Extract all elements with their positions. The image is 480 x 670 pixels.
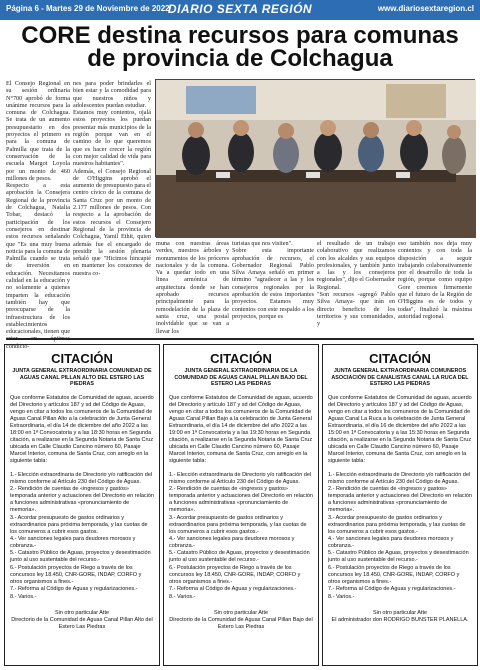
agenda-item: 5.- Catastro Público de Aguas, proyectos y desestimación junto al uso sustentable del recurso.- <box>10 550 151 564</box>
citation-signature: Sin otro particular Atte El administrador don RODRIGO BUNSTER PLANELLA. <box>331 609 469 623</box>
citation-title: CITACIÓN <box>369 351 431 366</box>
article-column-3: muna con nuestras áreas verdes, nuestros árboles y monumentos de los próceres nacionales y de la comuna. Va a quedar todo en una linea armónica de arquitectura donde se han aprobado recursos principalmente para la remodelación de la plaza de santa cruz, una postal inolvidable que se van a llevar los <box>156 240 229 335</box>
citation-signature: Sin otro particular Atte Directorio de la Comunidad de Aguas Canal Pillan Bajo del Estero Las Piedras <box>169 609 313 630</box>
agenda-item: 6.- Postulación proyectos de Riego a través de los concursos ley 18.450, CNR-GORE, INDAP, CORFO y otros organismos a fines.- <box>169 564 301 585</box>
agenda-item: 6.- Postulación proyectos de Riego a través de los concursos ley 18.450, CNR-GORE, INDAP, CORFO y otros organismos a fines.- <box>10 564 142 585</box>
agenda-item: 4.- Ver sanciones legales para deudores morosos y cobranza.- <box>328 535 454 549</box>
agenda-item: 8.- Varios.- <box>169 593 196 600</box>
agenda-item: 8.- Varios.- <box>328 593 355 600</box>
page-date: Página 6 - Martes 29 de Noviembre de 2022 <box>6 4 170 13</box>
citation-notice-pillan-bajo <box>163 344 319 666</box>
citation-agenda <box>169 472 313 601</box>
agenda-item: 3.- Acordar presupuesto de gastos ordinarios y extraordinarios para próxima temporada, y las cuotas de los comuneros a cubrir esos gastos. <box>10 514 148 535</box>
agenda-item: 8.- Varios.- <box>10 593 37 600</box>
agenda-item: 1.- Elección extraordinaria de Directorio y/o ratificación del mismo conforme al Artículo 230 del Código de Aguas. <box>328 471 471 485</box>
agenda-item: 7.- Reforma al Código de Aguas y regularizaciones.- <box>169 586 297 593</box>
citation-subtitle: JUNTA GENERAL EXTRAORDINARIA DE LA COMUNIDAD DE AGUAS CANAL PILLAN BAJO DEL ESTERO LAS PIEDRAS <box>174 368 308 388</box>
agenda-item: 4.- Ver sanciones legales para deudores morosos y cobranza.- <box>169 535 295 549</box>
citation-intro: Que conforme Estatutos de Comunidad de aguas, acuerdo del Directorio y artículos 187 y sd del Código de Aguas, vengo en citar a todos los comuneros de la Comunidad de Aguas Canal La Ruca a la celebración de Junta General Extraordinaria, el día 16 de diciembre del año 2022 a las 15:00 en 1ª Convocatoria y a las 15:30 horas en Segunda citación, a realizarse en la Segunda Notaria de Santa Cruz ubicada en Calle Claudio Cancino número 60, Pasaje Marcel Interior, comuna de Santa Cruz, con arreglo en la siguiente tabla: <box>328 394 472 464</box>
citation-subtitle: JUNTA GENERAL EXTRAORDINARIA COMUNEROS ASOCIACIÓN DE CANALISTAS CANAL LA RUCA DEL ESTERO LAS PIEDRAS <box>331 368 469 388</box>
agenda-item: 2.- Rendición de cuentas de «ingresos y gastos» temporada anterior y actuaciones del Directorio en relación a funciones administrativas «pronunciamiento de memoria». <box>169 486 313 514</box>
citation-agenda <box>10 472 154 601</box>
citation-agenda <box>328 472 472 601</box>
agenda-item: 6.- Postulación proyectos de Riego a través de los concursos ley 18.450, CNR-GORE, INDAP, CORFO y otros organismos a fines.- <box>328 564 460 585</box>
agenda-item: 7.- Reforma al Código de Aguas y regularizaciones.- <box>328 586 456 593</box>
agenda-item: 5.- Catastro Público de Aguas, proyectos y desestimación junto al uso sustentable del recurso.- <box>169 550 310 564</box>
agenda-item: 2.- Rendición de cuentas de «ingresos y gastos» temporada anterior y actuaciones del Directorio en relación a funciones administrativas «pronunciamiento de memoria». <box>10 486 154 514</box>
citation-subtitle: JUNTA GENERAL EXTRAORDINARIA COMUNIDAD DE AGUAS CANAL PILLAN ALTO DEL ESTERO LAS PIEDRAS <box>12 368 152 388</box>
agenda-item: 2.- Rendición de cuentas de «ingresos y gastos» temporada anterior y actuaciones del Directorio en relación a funciones administrativas «pronunciamiento de memoria». <box>328 486 472 514</box>
website-link[interactable]: www.diariosextaregion.cl <box>377 4 474 13</box>
citation-title: CITACIÓN <box>210 351 272 366</box>
newspaper-name: DIARIO SEXTA REGIÓN <box>167 2 313 16</box>
council-session-photo <box>155 79 475 237</box>
page-header-bar <box>0 0 480 20</box>
citation-signature: Sin otro particular Atte Directorio de la Comunidad de Aguas Canal Pillan Alto del Estero Las Piedras <box>11 609 153 630</box>
agenda-item: 1.- Elección extraordinaria de Directorio y/o ratificación del mismo conforme al Artículo 230 del Código de Aguas. <box>10 471 153 485</box>
citation-intro: Que conforme Estatutos de Comunidad de aguas, acuerdo del Directorio y artículo 187 y sd del Código de Aguas, vengo en citar a todos los comuneros de la Comunidad de Aguas Canal Pillan Bajo a la celebración de Junta General Extraordinaria, el día 14 de diciembre del año 2022 a las 19:00 en 1ª Convocatoria y a las 19:30 horas en Segunda citación, a realizarse en la Segunda Notaria de Santa Cruz ubicada en Calle Claudio Cancino número 60, Pasaje Marcel Interior, comuna de Santa Cruz, con arreglo en la siguiente tabla: <box>169 394 313 464</box>
citation-intro: Que conforme Estatutos de Comunidad de aguas, acuerdo del Directorio y artículos 187 y sd del Código de Aguas, vengo en citar a todos los comuneros de la Comunidad de Aguas Canal Pillan Alto a la celebración de Junta General Extraordinaria, el día 14 de diciembre del año 2022 a las 18:00 en 1ª Convocatoria y a las 18:30 horas en Segunda citación, a realizarse en la Segunda Notaria de Santa Cruz ubicada en Calle Claudio Cancino número 60, Pasaje Marcel Interior, comuna de Santa Cruz, con arreglo en la siguiente tabla: <box>10 394 154 464</box>
article-column-2: nes para poder brindarles el bien estar y la comodidad para que nuestros niños y adolescentes puedan estudiar. Estamos muy contentos, ojalá estos proyectos los puedan presentar más municipios de la región porque van en el camino de lo que queremos que es hacer crecer la región con mejor calidad de vida para nuestros habitantes". Además, el Consejo Regional de O'Higgins aprobó el aumento de presupuesto para el centro cívico de la comuna de Santa Cruz por un monto de 2.177 millones de pesos. Con respecto a la aprobación de estos recursos el Consejero Regional de la provincia de Colchagua, Yamil Ethit, quien además fue el encargado de presidir la sesión plenaria señaló que "Hicimos hincapié en mantener los corazones de nuestra co- <box>73 80 152 277</box>
agenda-item: 1.- Elección extraordinaria de Directorio y/o ratificación del mismo conforme al Artículo 230 del Código de Aguas. <box>169 471 312 485</box>
citation-title: CITACIÓN <box>51 351 113 366</box>
agenda-item: 7.- Reforma al Código de Aguas y regularizaciones.- <box>10 586 138 593</box>
agenda-item: 4.- Ver sanciones legales para deudores morosos y cobranza.- <box>10 535 136 549</box>
article-column-6: eso también nos deja muy contentos y con toda la disposición a seguir trabajando colaborativamente por el desarrollo de toda la región, porque como equipo Gore creemos firmemente que el futuro de la Región de O'Higgins es de todos y todas", finalizó la máxima autoridad regional. <box>398 240 472 320</box>
section-divider <box>6 338 474 340</box>
agenda-item: 3.- Acordar presupuesto de gastos ordinarios y extraordinarios para próxima temporada, y las cuotas de los comuneros a cubrir esos gastos.- <box>169 514 307 535</box>
agenda-item: 5.- Catastro Público de Aguas, proyectos y desestimación junto al uso sustentable del recurso.- <box>328 550 469 564</box>
agenda-item: 3.- Acordar presupuesto de gastos ordinarios y extraordinarios para próxima temporada, y las cuotas de los comuneros a cubrir esos gastos.- <box>328 514 466 535</box>
citation-notice-pillan-alto <box>4 344 160 666</box>
article-column-5: el resultado de un trabajo colaborativo que realizamos con los alcaldes y sus equipos profesionales, y también junto a las y los consejeros regionales", dijo el Gobernador Regional. "Son recursos -agregó Pablo Silva Amaya- que irán en directo beneficio de los territorios y sus comunidades, y <box>317 240 395 328</box>
article-headline: CORE destina recursos para comunas de provincia de Colchagua <box>21 22 459 72</box>
article-column-1: El Consejo Regional en su sesión ordinaria N°700 aprobó de forma unánime recursos para la comuna de Colchagua. Se trata de un aumento presupuestario en dos proyectos el primero es para la comuna de Palmilla que trata de la conservación de la escuela Margot Loyola por un monto de 460 millones de pesos. Respecto a esta aprobación la Consejera Regional de la provincia de Colchagua, Natalia Tobar, destacó la participación de los consejeros en destinar estos recursos señalando que "Es una muy buena noticia para la comuna de Palmilla cuando se trata de inversión en educación. Necesitamos calidad en la educación y no solamente a quienes imparten la educación también hay que preocuparse de la infraestructura de los establecimientos educacionales, tienen que condicio- <box>6 80 70 350</box>
article-column-4: turistas que nos visiten". Sobre esta importante aprobación de recursos, el Gobernador Regional Pablo Silva Amaya señaló en primer término "agradecer a las y los consejeros regionales por la aprobación de estos importantes proyectos. Estamos muy contentos con este respaldo a los proyectos, porque es <box>232 240 314 320</box>
citation-notice-la-ruca <box>322 344 478 666</box>
